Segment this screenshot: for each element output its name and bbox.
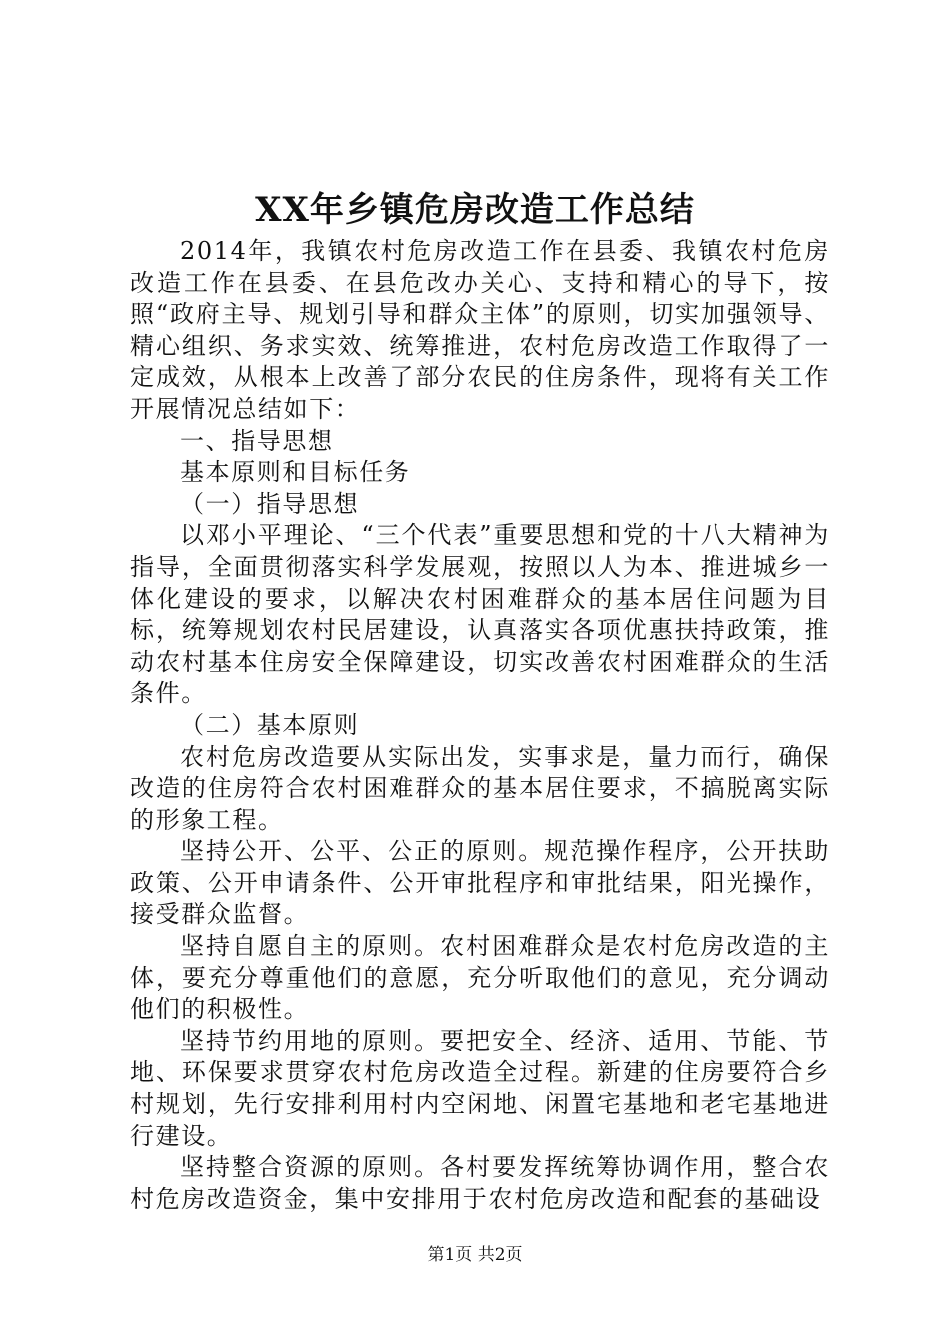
- document-body: [130, 236, 830, 1215]
- paragraph-land-saving: 坚持节约用地的原则。要把安全、经济、适用、节能、节地、环保要求贯穿农村危房改造全过程。新建的住房要符合乡村规划，先行安排利用村内空闲地、闲置宅基地和老宅基地进行建设。: [130, 1026, 830, 1150]
- heading-principles-goals: 基本原则和目标任务: [180, 458, 411, 487]
- document-title: XX年乡镇危房改造工作总结: [255, 190, 695, 230]
- paragraph-voluntary: 坚持自愿自主的原则。农村困难群众是农村危房改造的主体，要充分尊重他们的意愿，充分听取他们的意见，充分调动他们的积极性。: [130, 932, 830, 1024]
- page-footer: 第1页 共2页: [427, 1245, 523, 1265]
- paragraph-guiding-thought: 以邓小平理论、“三个代表”重要思想和党的十八大精神为指导，全面贯彻落实科学发展观，按照以人为本、推进城乡一体化建设的要求，以解决农村困难群众的基本居住问题为目标，统筹规划农村民居建设，认真落实各项优惠扶持政策，推动农村基本住房安全保障建设，切实改善农村困难群众的生活条件。: [130, 521, 830, 708]
- paragraph-openness: 坚持公开、公平、公正的原则。规范操作程序，公开扶助政策、公开申请条件、公开审批程序和审批结果，阳光操作，接受群众监督。: [130, 837, 830, 929]
- heading-basic-principles: （二）基本原则: [180, 710, 360, 739]
- heading-section-1: 一、指导思想: [180, 426, 334, 455]
- paragraph-practical: 农村危房改造要从实际出发，实事求是，量力而行，确保改造的住房符合农村困难群众的基本居住要求，不搞脱离实际的形象工程。: [130, 742, 830, 834]
- paragraph-intro: 2014年，我镇农村危房改造工作在县委、我镇农村危房改造工作在县委、在县危改办关心、支持和精心的导下，按照“政府主导、规划引导和群众主体”的原则，切实加强领导、精心组织、务求实效、统筹推进，农村危房改造工作取得了一定成效，从根本上改善了部分农民的住房条件，现将有关工作开展情况总结如下：: [130, 237, 830, 423]
- paragraph-resources: 坚持整合资源的原则。各村要发挥统筹协调作用，整合农村危房改造资金，集中安排用于农村危房改造和配套的基础设: [130, 1153, 830, 1213]
- heading-guiding-thought: （一）指导思想: [180, 489, 360, 518]
